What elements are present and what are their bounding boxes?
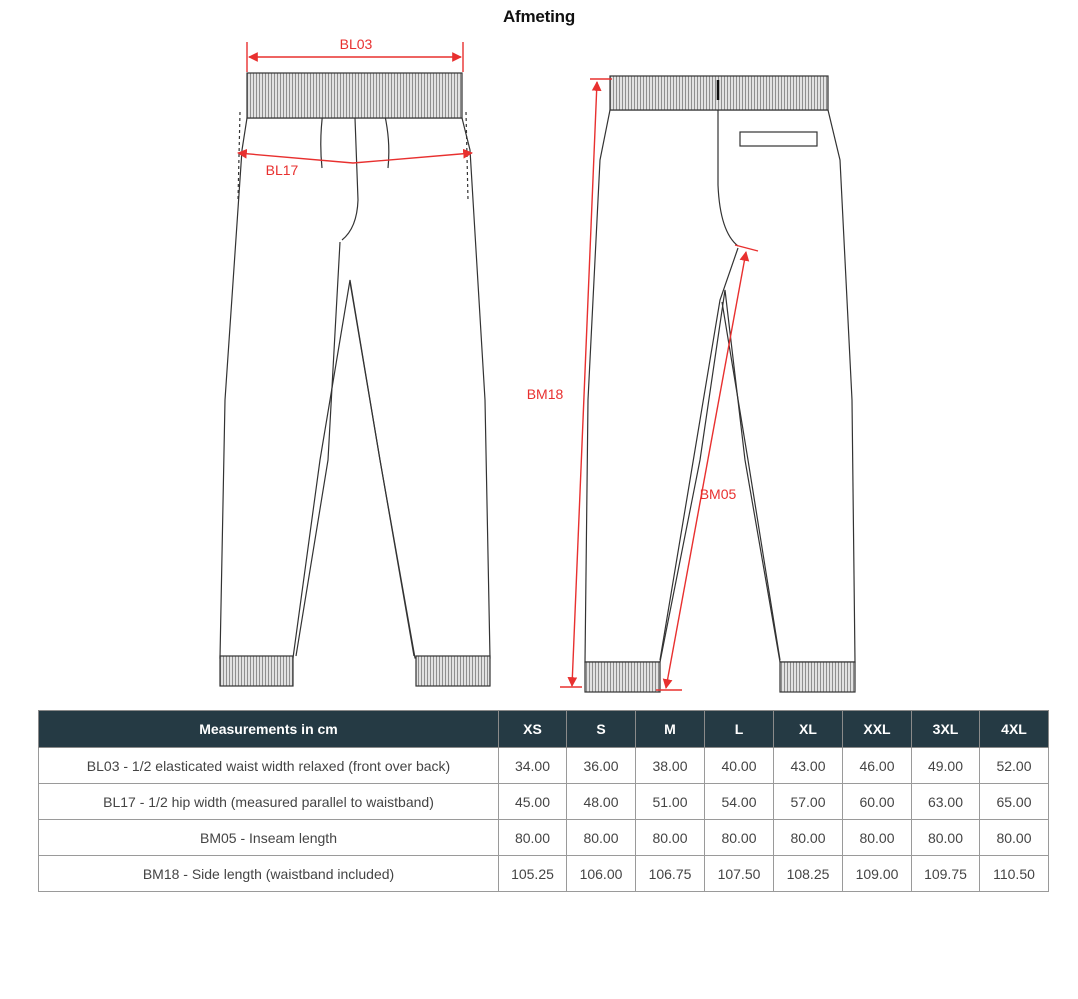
label-bl03: BL03	[339, 36, 373, 52]
label-bm18: BM18	[526, 386, 564, 402]
header-size-xs: XS	[499, 711, 567, 748]
front-waistband	[247, 73, 462, 118]
row-label: BL03 - 1/2 elasticated waist width relaxed (front over back)	[39, 748, 499, 784]
table-cell: 80.00	[499, 820, 567, 856]
table-cell: 38.00	[636, 748, 705, 784]
table-cell: 105.25	[499, 856, 567, 892]
table-cell: 54.00	[705, 784, 774, 820]
table-cell: 80.00	[705, 820, 774, 856]
front-cuff-left	[220, 656, 293, 686]
front-view-drawing	[220, 73, 490, 686]
back-view-drawing	[585, 76, 855, 692]
table-cell: 80.00	[636, 820, 705, 856]
table-cell: 107.50	[705, 856, 774, 892]
table-cell: 65.00	[980, 784, 1049, 820]
size-chart-table	[38, 710, 1049, 892]
back-pants-outline	[585, 110, 855, 662]
table-row	[39, 748, 1049, 784]
header-size-m: M	[636, 711, 705, 748]
table-cell: 106.75	[636, 856, 705, 892]
table-header-row	[39, 711, 1049, 748]
back-cuff-right	[780, 662, 855, 692]
table-cell: 45.00	[499, 784, 567, 820]
header-size-3xl: 3XL	[912, 711, 980, 748]
table-cell: 80.00	[774, 820, 843, 856]
table-cell: 106.00	[567, 856, 636, 892]
header-size-s: S	[567, 711, 636, 748]
label-bl17: BL17	[265, 162, 299, 178]
table-cell: 36.00	[567, 748, 636, 784]
header-measurements: Measurements in cm	[39, 711, 499, 748]
label-bm05: BM05	[699, 486, 737, 502]
front-pants-outline	[220, 118, 490, 658]
header-size-l: L	[705, 711, 774, 748]
row-label: BM05 - Inseam length	[39, 820, 499, 856]
table-row	[39, 856, 1049, 892]
back-cuff-left	[585, 662, 660, 692]
page-title: Afmeting	[502, 7, 576, 26]
table-cell: 110.50	[980, 856, 1049, 892]
table-cell: 51.00	[636, 784, 705, 820]
table-row	[39, 820, 1049, 856]
row-label: BL17 - 1/2 hip width (measured parallel to waistband)	[39, 784, 499, 820]
table-cell: 109.75	[912, 856, 980, 892]
table-cell: 40.00	[705, 748, 774, 784]
table-cell: 52.00	[980, 748, 1049, 784]
table-cell: 43.00	[774, 748, 843, 784]
table-cell: 80.00	[980, 820, 1049, 856]
table-cell: 34.00	[499, 748, 567, 784]
table-row	[39, 784, 1049, 820]
table-cell: 80.00	[567, 820, 636, 856]
row-label: BM18 - Side length (waistband included)	[39, 856, 499, 892]
table-cell: 57.00	[774, 784, 843, 820]
table-cell: 109.00	[843, 856, 912, 892]
header-size-xxl: XXL	[843, 711, 912, 748]
table-cell: 46.00	[843, 748, 912, 784]
table-cell: 108.25	[774, 856, 843, 892]
table-cell: 63.00	[912, 784, 980, 820]
table-cell: 48.00	[567, 784, 636, 820]
header-size-4xl: 4XL	[980, 711, 1049, 748]
header-size-xl: XL	[774, 711, 843, 748]
table-cell: 80.00	[912, 820, 980, 856]
table-cell: 60.00	[843, 784, 912, 820]
table-cell: 49.00	[912, 748, 980, 784]
table-cell: 80.00	[843, 820, 912, 856]
front-cuff-right	[416, 656, 490, 686]
